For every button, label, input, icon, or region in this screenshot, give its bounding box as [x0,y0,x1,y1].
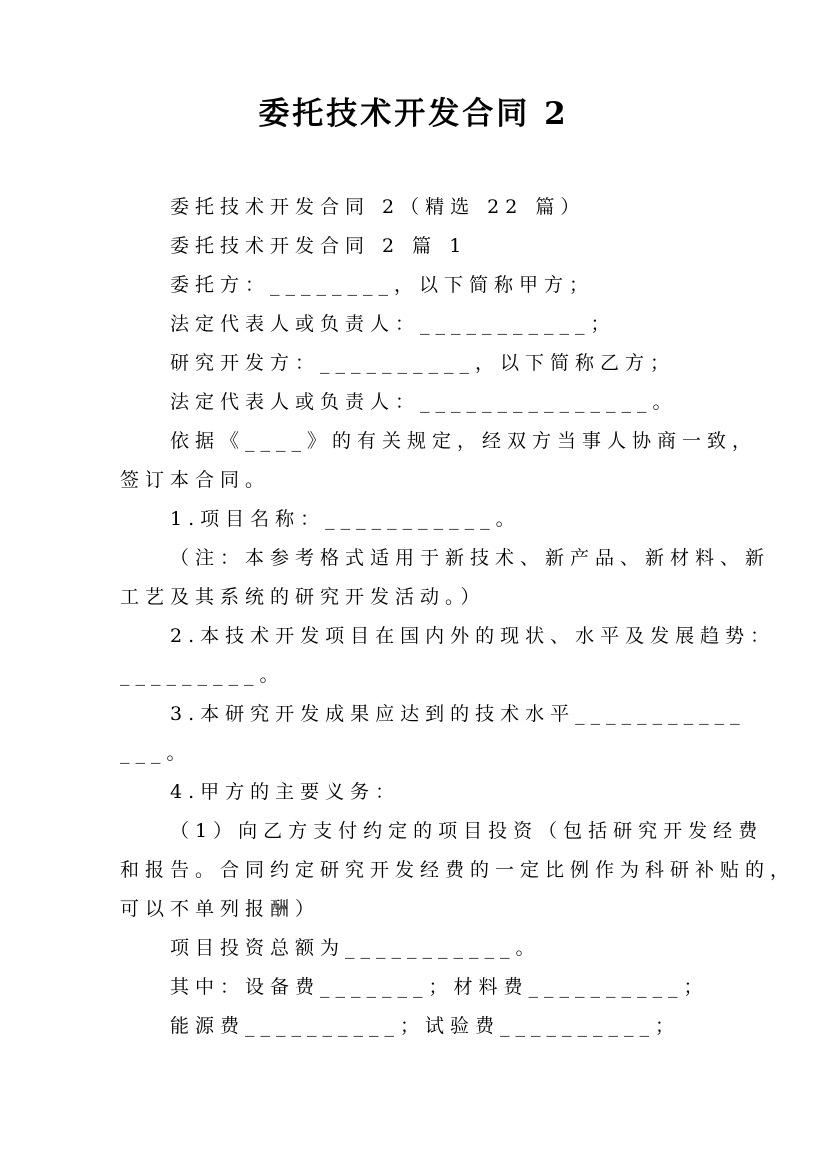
document-line: 法定代表人或负责人：_______________。 [170,391,678,413]
document-line: ___。 [120,742,192,764]
document-line: 4.甲方的主要义务： [170,781,401,803]
document-line: 委托技术开发合同 2 篇 1 [170,235,468,257]
document-line: 签订本合同。 [120,469,271,491]
document-line: 2.本技术开发项目在国内外的现状、水平及发展趋势： [170,625,776,647]
document-line: 和报告。合同约定研究开发经费的一定比例作为科研补贴的， [120,859,796,881]
document-line: 委托方：________，以下简称甲方； [170,274,595,296]
document-line: 其中：设备费_______；材料费__________； [170,976,709,998]
document-line: 3.本研究开发成果应达到的技术水平___________ [170,703,746,725]
document-line: 项目投资总额为___________。 [170,937,541,959]
document-title: 委托技术开发合同 2 [258,96,569,132]
document-line: 研究开发方：__________，以下简称乙方； [170,352,676,374]
document-line: 法定代表人或负责人：___________； [170,313,616,335]
document-line: 能源费__________；试验费__________； [170,1015,681,1037]
document-line: 1.项目名称：___________。 [170,508,521,530]
document-body [0,188,827,1046]
document-line: 工艺及其系统的研究开发活动。） [120,586,486,608]
document-line: 依据《____》的有关规定，经双方当事人协商一致， [170,430,758,452]
document-line: 可以不单列报酬） [120,898,321,920]
document-line: _________。 [120,664,285,686]
document-line: （注：本参考格式适用于新技术、新产品、新材料、新 [170,547,771,569]
document-line: （1）向乙方支付约定的项目投资（包括研究开发经费 [170,820,764,842]
document-line: 委托技术开发合同 2（精选 22 篇） [170,196,586,218]
